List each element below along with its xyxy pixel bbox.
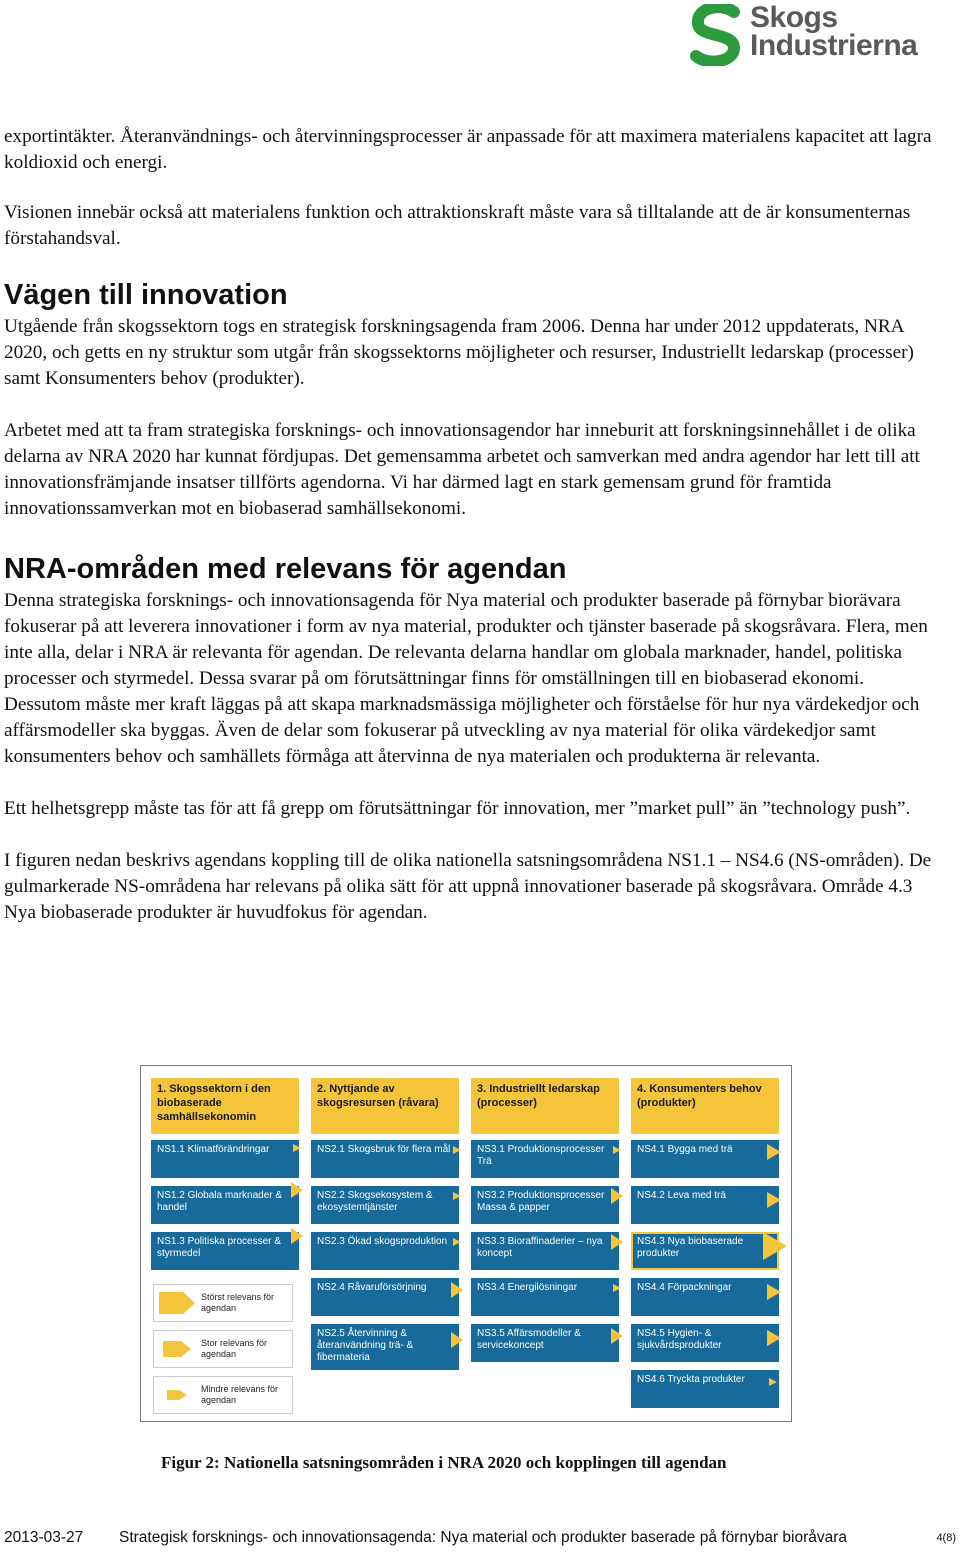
legend-label: Stor relevans för agendan: [201, 1338, 268, 1359]
ns-box: NS4.1 Bygga med trä: [631, 1140, 779, 1178]
ns-box: NS4.6 Tryckta produkter: [631, 1370, 779, 1408]
ns-box: NS2.5 Återvinning & återanvändning trä- & fibermateria: [311, 1324, 459, 1370]
column-heading: 2. Nyttjande av skogsresursen (råvara): [311, 1078, 459, 1134]
legend-label: Mindre relevans för agendan: [201, 1384, 279, 1405]
ns-box: NS2.4 Råvaruförsörjning: [311, 1278, 459, 1316]
ns-box: NS1.3 Politiska processer & styrmedel: [151, 1232, 299, 1270]
paragraph-exportintakter: exportintäkter. Återanvändnings- och återvinningsprocesser är anpassade för att maximera materialens kapacitet att lagra koldioxid och energi.: [4, 126, 932, 173]
column-heading: 4. Konsumenters behov (produkter): [631, 1078, 779, 1134]
logo-line-2: Industrierna: [750, 29, 918, 62]
footer-date: 2013-03-27: [4, 1529, 84, 1546]
figure-caption: Figur 2: Nationella satsningsområden i NRA 2020 och kopplingen till agendan: [161, 1453, 727, 1472]
ns-box: NS1.2 Globala marknader & handel: [151, 1186, 299, 1224]
ns-box: NS4.5 Hygien- & sjukvårdsprodukter: [631, 1324, 779, 1362]
skogsindustrierna-logo: [690, 2, 940, 68]
page-number: 4(8): [936, 1532, 956, 1544]
ns-box-focus: NS4.3 Nya biobaserade produkter: [631, 1232, 779, 1270]
document-body: [4, 124, 934, 926]
relevance-arrows: [141, 1066, 793, 1423]
ns-box: NS2.3 Ökad skogsproduktion: [311, 1232, 459, 1270]
ns-box: NS3.4 Energilösningar: [471, 1278, 619, 1316]
paragraph-arbetet: Arbetet med att ta fram strategiska forsknings- och innovationsagendor har inneburit att forskningsinnehållet i de olika delarna av NRA 2020 har kunnat fördjupas. Det gemensamma arbetet och samverkan med andra agendor har lett till att innovationsfrämjande insatser tillförts agendorna. Vi har därmed lagt en stark gemensam grund för framtida innovationssamverkan mot en biobaserad samhällsekonomi.: [4, 420, 920, 519]
paragraph-helhetsgrepp: Ett helhetsgrepp måste tas för att få grepp om förutsättningar för innovation, mer ”market pull” än ”technology push”.: [4, 798, 911, 819]
legend-label: Störst relevans för agendan: [201, 1292, 275, 1313]
column-heading: 3. Industriellt ledarskap (processer): [471, 1078, 619, 1134]
ns-box: NS4.4 Förpackningar: [631, 1278, 779, 1316]
paragraph-denna-strategiska: Denna strategiska forsknings- och innovationsagenda för Nya material och produkter baserade på förnybar biorävara fokuserar på att leverera innovationer i form av nya material, produkter och tjänster baserade på skogsråvara. Flera, men inte alla, delar i NRA är relevanta för agendan. De relevanta delarna handlar om globala marknader, handel, politiska processer och styrmedel. Dessa svarar på om förutsättningar finns för omställningen till en biobaserad ekonomi. Dessutom måste mer kraft läggas på att skapa marknadsmässiga möjligheter och förståelse för hur nya värdekedjor och affärsmodeller ska byggas. Även de delar som fokuserar på utveckling av nya material för olika värdekedjor samt konsumenters behov och samhällets förmåga att återvinna de nya materialen och produkterna är relevanta.: [4, 590, 928, 767]
ns-box: NS2.2 Skogsekosystem & ekosystemtjänster: [311, 1186, 459, 1224]
footer-title: Strategisk forsknings- och innovationsagenda: Nya material och produkter baserade på förnybar bioråvara: [119, 1529, 848, 1546]
ns-box: NS4.2 Leva med trä: [631, 1186, 779, 1224]
nra-figure: [140, 1065, 792, 1422]
heading-vagen-till-innovation: Vägen till innovation: [4, 279, 288, 311]
column-heading: 1. Skogssektorn i den biobaserade samhällsekonomin: [151, 1078, 299, 1134]
paragraph-utgaende: Utgående från skogssektorn togs en strategisk forskningsagenda fram 2006. Denna har under 2012 uppdaterats, NRA 2020, och getts en ny struktur som utgår från skogssektorns möjligheter och resurser, Industriellt ledarskap (processer) samt Konsumenters behov (produkter).: [4, 316, 914, 389]
ns-box: NS3.2 Produktionsprocesser Massa & papper: [471, 1186, 619, 1224]
logo-s-icon: [690, 4, 746, 66]
ns-box: NS3.5 Affärsmodeller & servicekoncept: [471, 1324, 619, 1362]
ns-box: NS2.1 Skogsbruk för flera mål: [311, 1140, 459, 1178]
logo-text: [750, 1, 918, 62]
ns-box: NS1.1 Klimatförändringar: [151, 1140, 299, 1178]
ns-box: NS3.1 Produktionsprocesser Trä: [471, 1140, 619, 1178]
paragraph-i-figuren: I figuren nedan beskrivs agendans koppling till de olika nationella satsningsområdena NS1.1 – NS4.6 (NS-områden). De gulmarkerade NS-områdena har relevans på olika sätt för att uppnå innovationer baserade på skogsråvara. Område 4.3 Nya biobaserade produkter är huvudfokus för agendan.: [4, 850, 932, 923]
logo-line-1: Skogs: [750, 1, 838, 34]
ns-box: NS3.3 Bioraffinaderier – nya koncept: [471, 1232, 619, 1270]
heading-nra-omraden: NRA-områden med relevans för agendan: [4, 553, 567, 585]
paragraph-visionen: Visionen innebär också att materialens funktion och attraktionskraft måste vara så tilltalande att de är konsumenternas förstahandsval.: [4, 202, 911, 249]
